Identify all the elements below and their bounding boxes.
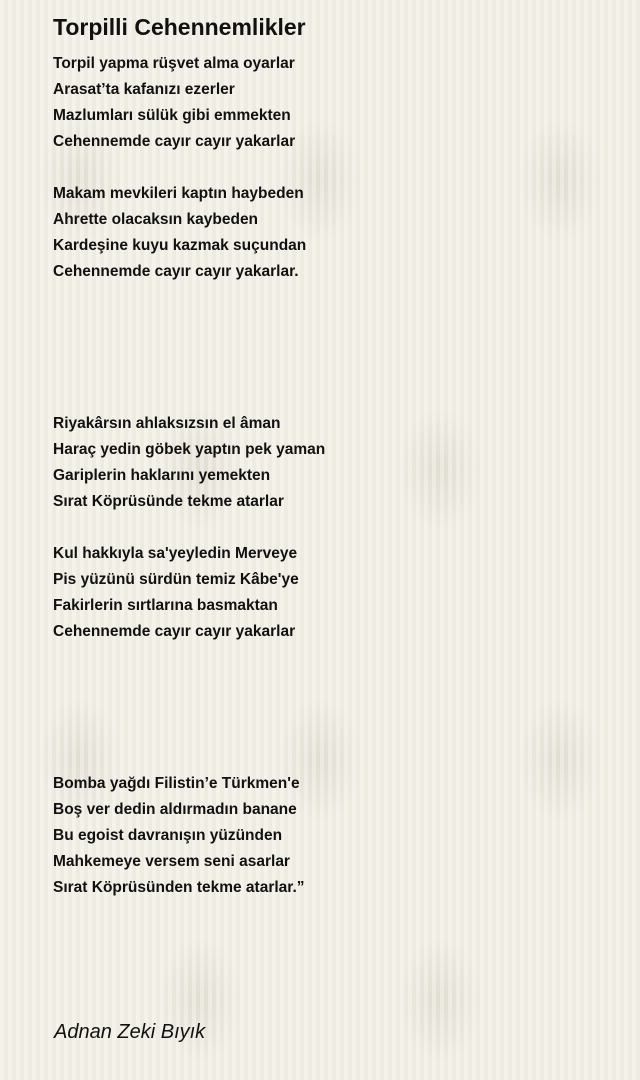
- poem-line: Arasat’ta kafanızı ezerler: [53, 81, 235, 98]
- poem-line: Kardeşine kuyu kazmak suçundan: [53, 237, 307, 254]
- stanza-5: [53, 771, 305, 901]
- poem-line: Cehennemde cayır cayır yakarlar: [53, 623, 296, 640]
- poem-line: Torpil yapma rüşvet alma oyarlar: [53, 55, 295, 72]
- poem-line: Sırat Köprüsünden tekme atarlar.”: [53, 879, 305, 896]
- stanza-3: [53, 411, 325, 515]
- poem-line: Sırat Köprüsünde tekme atarlar: [53, 493, 284, 510]
- poem-line: Mazlumları sülük gibi emmekten: [53, 107, 291, 124]
- poem-line: Kul hakkıyla sa'yeyledin Merveye: [53, 545, 298, 562]
- poem-line: Gariplerin haklarını yemekten: [53, 467, 271, 484]
- stanza-4: [53, 541, 299, 645]
- poem-line: Cehennemde cayır cayır yakarlar.: [53, 263, 299, 280]
- poem-line: Fakirlerin sırtlarına basmaktan: [53, 597, 278, 614]
- poem-line: Haraç yedin göbek yaptın pek yaman: [53, 441, 326, 458]
- poem-line: Bomba yağdı Filistin’e Türkmen'e: [53, 775, 300, 792]
- poem-line: Boş ver dedin aldırmadın banane: [53, 801, 297, 818]
- poem-line: Ahrette olacaksın kaybeden: [53, 211, 259, 228]
- poem-author: Adnan Zeki Bıyık: [54, 1021, 206, 1043]
- stanza-2: [53, 181, 306, 285]
- poem-line: Riyakârsın ahlaksızsın el âman: [53, 415, 281, 432]
- stanza-1: [53, 51, 295, 155]
- poem-title: Torpilli Cehennemlikler: [53, 14, 306, 40]
- poem-line: Bu egoist davranışın yüzünden: [53, 827, 283, 844]
- poem-line: Cehennemde cayır cayır yakarlar: [53, 133, 296, 150]
- poem-line: Pis yüzünü sürdün temiz Kâbe'ye: [53, 571, 299, 588]
- poem-line: Mahkemeye versem seni asarlar: [53, 853, 290, 870]
- poem-line: Makam mevkileri kaptın haybeden: [53, 185, 304, 202]
